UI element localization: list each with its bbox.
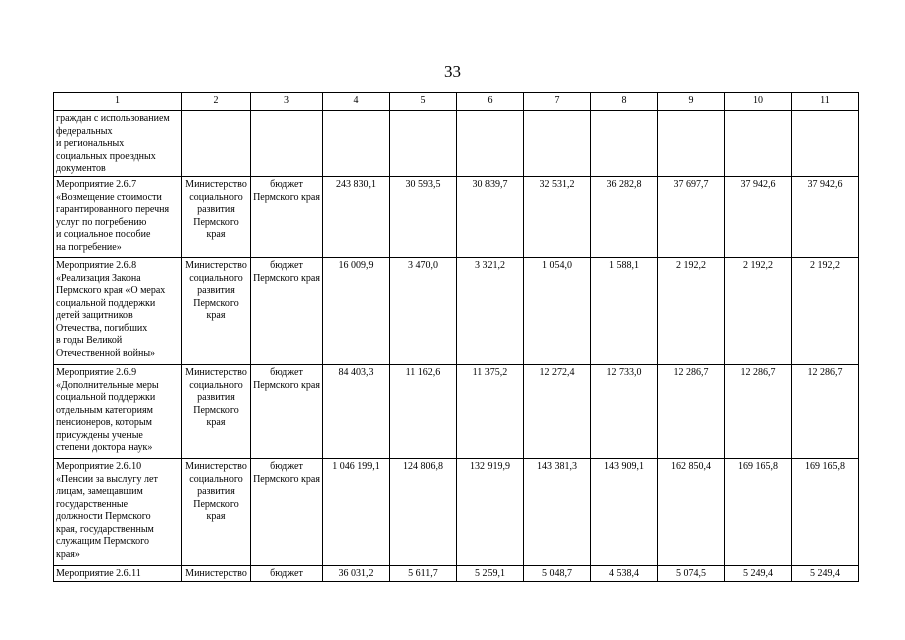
- amount-cell: 143 381,3: [524, 459, 591, 566]
- executor-cell-line: Пермского: [193, 216, 239, 228]
- measure-name-cell-line: Отечества, погибших: [56, 322, 148, 334]
- measure-name-cell: [54, 258, 182, 365]
- measure-name-cell-line: федеральных: [56, 125, 113, 137]
- executor-cell-line: развития: [197, 486, 235, 497]
- executor-cell-line: Пермского: [193, 404, 239, 416]
- funding-source-cell: [251, 566, 323, 582]
- measure-name-cell-line: «Пенсии за выслугу лет: [56, 473, 158, 485]
- executor-cell-line: развития: [197, 285, 235, 296]
- table-row: [54, 566, 859, 582]
- table-row: [54, 111, 859, 177]
- amount-cell: 4 538,4: [591, 566, 658, 582]
- column-number-cell: 2: [182, 93, 251, 111]
- amount-cell: [725, 111, 792, 177]
- column-number-cell: 4: [323, 93, 390, 111]
- funding-source-cell-line: Пермского края: [253, 379, 320, 391]
- measure-name-cell-line: Пермского края «О мерах: [56, 285, 166, 296]
- executor-cell-line: края: [206, 417, 226, 428]
- measure-name-cell-line: социальных проездных: [56, 150, 156, 162]
- amount-cell: 36 282,8: [591, 177, 658, 258]
- measure-name-cell-line: отдельным категориям: [56, 404, 153, 416]
- executor-cell-line: Министерство: [185, 260, 247, 271]
- measure-name-cell-line: Мероприятие 2.6.8: [56, 260, 137, 271]
- amount-cell: 124 806,8: [390, 459, 457, 566]
- funding-source-cell-line: Пермского края: [253, 191, 320, 203]
- executor-cell-line: социального: [189, 272, 243, 284]
- amount-cell: [457, 111, 524, 177]
- amount-cell: 132 919,9: [457, 459, 524, 566]
- amount-cell: 12 733,0: [591, 365, 658, 459]
- funding-source-cell: [251, 177, 323, 258]
- column-number-cell: 8: [591, 93, 658, 111]
- table-row: [54, 177, 859, 258]
- measure-name-cell-line: в годы Великой: [56, 335, 123, 346]
- amount-cell: 12 272,4: [524, 365, 591, 459]
- amount-cell: 16 009,9: [323, 258, 390, 365]
- executor-cell-line: Пермского: [193, 498, 239, 510]
- executor-cell-line: Пермского: [193, 297, 239, 309]
- funding-source-cell-line: бюджет: [270, 179, 303, 190]
- measure-name-cell: [54, 365, 182, 459]
- amount-cell: 12 286,7: [658, 365, 725, 459]
- amount-cell: 37 697,7: [658, 177, 725, 258]
- amount-cell: 11 375,2: [457, 365, 524, 459]
- executor-cell: [182, 258, 251, 365]
- executor-cell: [182, 459, 251, 566]
- measure-name-cell-line: «Возмещение стоимости: [56, 191, 162, 203]
- amount-cell: 5 048,7: [524, 566, 591, 582]
- executor-cell: [182, 177, 251, 258]
- measure-name-cell-line: присуждены ученые: [56, 429, 143, 441]
- measure-name-cell-line: края, государственным: [56, 523, 154, 535]
- amount-cell: 2 192,2: [725, 258, 792, 365]
- measure-name-cell-line: услуг по погребению: [56, 216, 147, 228]
- measure-name-cell-line: социальной поддержки: [56, 392, 156, 403]
- amount-cell: [390, 111, 457, 177]
- amount-cell: 5 611,7: [390, 566, 457, 582]
- column-number-cell: 7: [524, 93, 591, 111]
- measure-name-cell-line: на погребение»: [56, 241, 122, 253]
- table-row: [54, 365, 859, 459]
- amount-cell: 3 321,2: [457, 258, 524, 365]
- measure-name-cell-line: должности Пермского: [56, 511, 151, 522]
- amount-cell: 3 470,0: [390, 258, 457, 365]
- executor-cell: [182, 566, 251, 582]
- executor-cell-line: социального: [189, 379, 243, 391]
- measure-name-cell-line: «Дополнительные меры: [56, 379, 159, 391]
- executor-cell: [182, 111, 251, 177]
- amount-cell: 30 593,5: [390, 177, 457, 258]
- funding-source-cell-line: бюджет: [270, 568, 303, 579]
- measure-name-cell-line: «Реализация Закона: [56, 272, 141, 284]
- amount-cell: 36 031,2: [323, 566, 390, 582]
- amount-cell: 12 286,7: [792, 365, 859, 459]
- amount-cell: 37 942,6: [792, 177, 859, 258]
- amount-cell: 1 054,0: [524, 258, 591, 365]
- funding-source-cell-line: Пермского края: [253, 473, 320, 485]
- funding-source-cell: [251, 258, 323, 365]
- executor-cell-line: социального: [189, 191, 243, 203]
- amount-cell: 37 942,6: [725, 177, 792, 258]
- column-number-cell: 9: [658, 93, 725, 111]
- executor-cell-line: социального: [189, 473, 243, 485]
- funding-source-cell-line: бюджет: [270, 260, 303, 271]
- amount-cell: 2 192,2: [658, 258, 725, 365]
- column-number-row: [54, 93, 859, 111]
- amount-cell: 5 249,4: [792, 566, 859, 582]
- executor-cell-line: Министерство: [185, 461, 247, 472]
- measure-name-cell-line: края»: [56, 548, 80, 560]
- measure-name-cell: [54, 111, 182, 177]
- amount-cell: 2 192,2: [792, 258, 859, 365]
- column-number-cell: 6: [457, 93, 524, 111]
- amount-cell: [792, 111, 859, 177]
- amount-cell: 5 074,5: [658, 566, 725, 582]
- measure-name-cell-line: социальной поддержки: [56, 297, 156, 309]
- amount-cell: 5 259,1: [457, 566, 524, 582]
- executor-cell-line: развития: [197, 204, 235, 215]
- measure-name-cell-line: и социальное пособие: [56, 229, 151, 240]
- funding-source-cell: [251, 365, 323, 459]
- amount-cell: 1 046 199,1: [323, 459, 390, 566]
- executor-cell-line: края: [206, 511, 226, 522]
- measure-name-cell: [54, 177, 182, 258]
- measure-name-cell-line: детей защитников: [56, 310, 133, 321]
- amount-cell: 169 165,8: [792, 459, 859, 566]
- measure-name-cell-line: пенсионеров, которым: [56, 417, 152, 428]
- executor-cell-line: края: [206, 229, 226, 240]
- executor-cell-line: Министерство: [185, 367, 247, 378]
- executor-cell: [182, 365, 251, 459]
- amount-cell: 32 531,2: [524, 177, 591, 258]
- measure-name-cell-line: Отечественной войны»: [56, 347, 156, 359]
- funding-source-cell-line: бюджет: [270, 367, 303, 378]
- table-row: [54, 459, 859, 566]
- table-row: [54, 258, 859, 365]
- column-number-cell: 11: [792, 93, 859, 111]
- column-number-cell: 10: [725, 93, 792, 111]
- executor-cell-line: Министерство: [185, 179, 247, 190]
- budget-table: [53, 92, 859, 582]
- funding-source-cell-line: Пермского края: [253, 272, 320, 284]
- amount-cell: 143 909,1: [591, 459, 658, 566]
- measure-name-cell-line: Мероприятие 2.6.7: [56, 179, 137, 190]
- measure-name-cell-line: граждан с использованием: [56, 113, 170, 124]
- amount-cell: 11 162,6: [390, 365, 457, 459]
- amount-cell: 1 588,1: [591, 258, 658, 365]
- measure-name-cell-line: и региональных: [56, 138, 125, 149]
- amount-cell: [524, 111, 591, 177]
- column-number-cell: 5: [390, 93, 457, 111]
- measure-name-cell: [54, 566, 182, 582]
- measure-name-cell-line: служащим Пермского: [56, 536, 150, 547]
- executor-cell-line: Министерство: [185, 568, 247, 579]
- funding-source-cell: [251, 459, 323, 566]
- measure-name-cell-line: лицам, замещавшим: [56, 486, 143, 497]
- measure-name-cell-line: гарантированного перечня: [56, 204, 170, 215]
- amount-cell: [323, 111, 390, 177]
- amount-cell: [658, 111, 725, 177]
- measure-name-cell-line: Мероприятие 2.6.11: [56, 568, 141, 579]
- amount-cell: 169 165,8: [725, 459, 792, 566]
- column-number-cell: 3: [251, 93, 323, 111]
- amount-cell: 5 249,4: [725, 566, 792, 582]
- amount-cell: 12 286,7: [725, 365, 792, 459]
- measure-name-cell-line: Мероприятие 2.6.9: [56, 367, 137, 378]
- page-number: 33: [444, 62, 461, 81]
- measure-name-cell-line: Мероприятие 2.6.10: [56, 461, 142, 472]
- amount-cell: [591, 111, 658, 177]
- column-number-cell: 1: [54, 93, 182, 111]
- funding-source-cell: [251, 111, 323, 177]
- amount-cell: 30 839,7: [457, 177, 524, 258]
- amount-cell: 162 850,4: [658, 459, 725, 566]
- amount-cell: 84 403,3: [323, 365, 390, 459]
- executor-cell-line: края: [206, 310, 226, 321]
- amount-cell: 243 830,1: [323, 177, 390, 258]
- measure-name-cell-line: государственные: [56, 498, 129, 510]
- measure-name-cell-line: степени доктора наук»: [56, 442, 153, 453]
- measure-name-cell: [54, 459, 182, 566]
- funding-source-cell-line: бюджет: [270, 461, 303, 472]
- measure-name-cell-line: документов: [56, 163, 106, 174]
- executor-cell-line: развития: [197, 392, 235, 403]
